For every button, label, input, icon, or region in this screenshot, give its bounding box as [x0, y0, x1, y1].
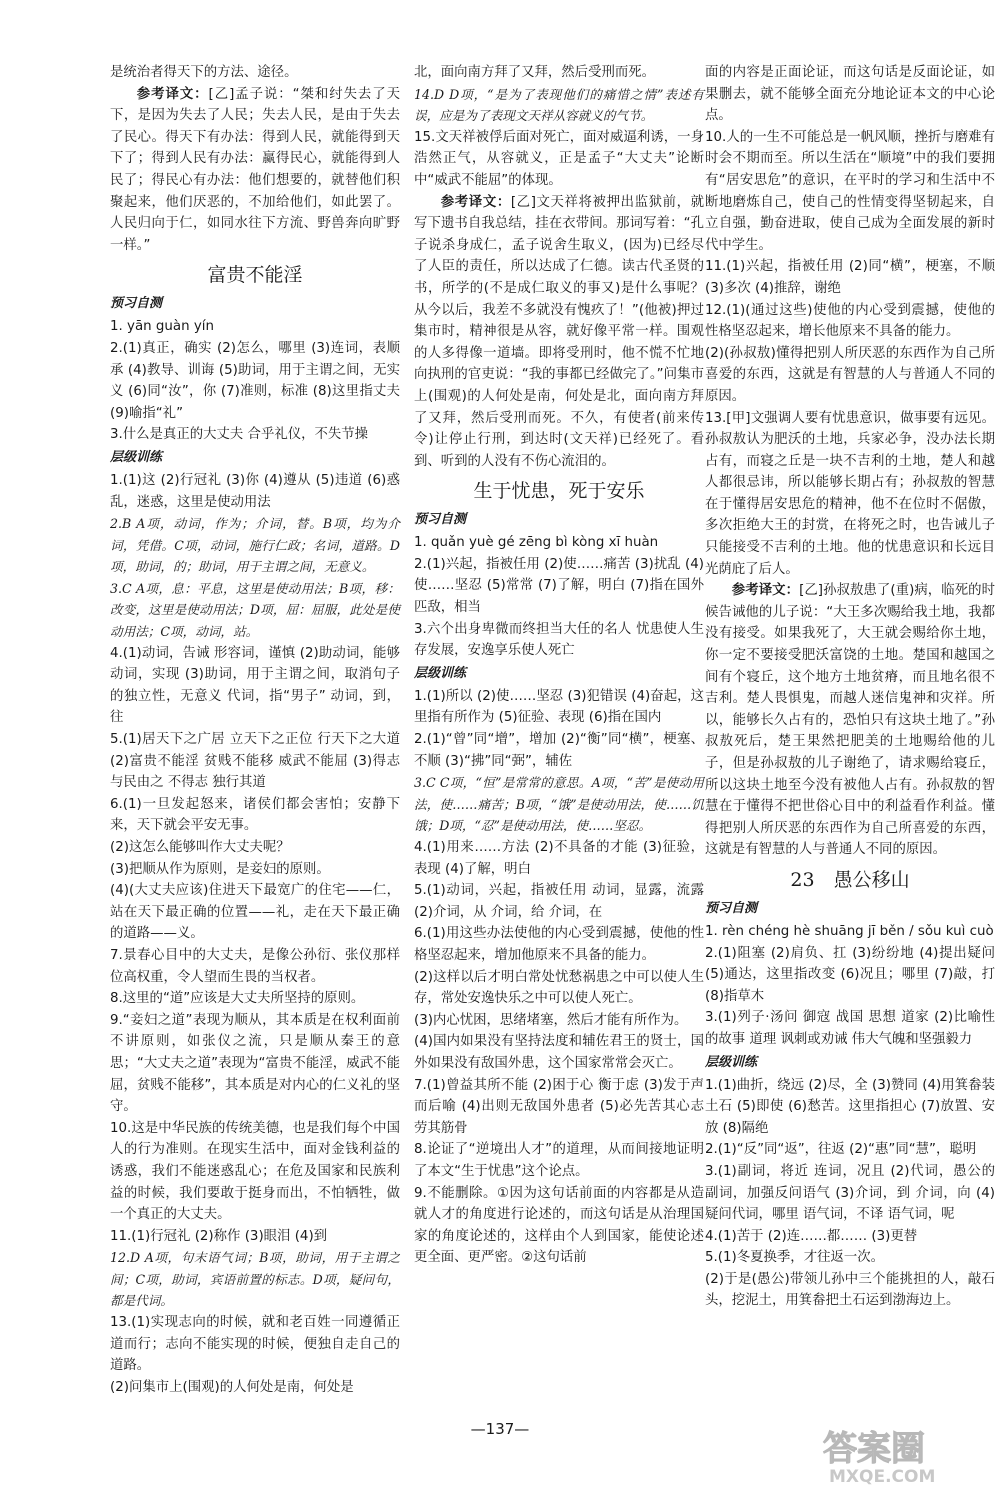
answer-item: 6.(1)一旦发起怒来，诸侯们都会害怕；安静下来，天下就会平安无事。 (2)这怎么能够叫作大丈夫呢？ (3)把顺从作为原则，是妾妇的原则。 (4)(大丈夫应该)住进天下最宽广的住宅——仁，站在天下最正确的位置——礼，走在天下最正确的道路——义。 — [110, 796, 400, 942]
answer-item: 9.不能删除。①因为这句话前面的内容都是从造就人才的角度进行论述的，而这句话是从治理国家的角度论述的，这样由个人到国家，能使论述更全面、更严密。②这句话前 — [414, 1185, 704, 1266]
answer-item: 3.(1)列子·汤问 御寇 战国 思想 道家 (2)比喻性的故事 道理 讽刺或劝诫 伟大气魄和坚强毅力 — [705, 1010, 995, 1047]
reference-translation — [705, 580, 995, 861]
section-title: 富贵不能淫 — [207, 264, 303, 287]
answer-item: 1.(1)这 (2)行冠礼 (3)你 (4)遵从 (5)违道 (6)惑乱，迷惑，这里是使动用法 — [110, 472, 400, 510]
answer-item: 5.(1)动词，兴起，指被任用 动词，显露，流露 (2)介词，从 介词，给 介词，在 — [414, 883, 704, 920]
watermark-main-text: 答案圈 — [823, 1429, 925, 1469]
column-2 — [414, 62, 704, 1269]
watermark-url-text: MXQE.COM — [829, 1467, 936, 1487]
section-title: 23 愚公移山 — [790, 868, 910, 891]
translation-label: 参考译文： — [731, 583, 800, 599]
answer-item: 2.(1)阻塞 (2)肩负、扛 (3)纷纷地 (4)提出疑问 (5)通达，这里指改变 (6)况且；哪里 (7)敲，打 (8)指草木 — [705, 945, 995, 1004]
reference-translation — [110, 84, 400, 257]
answer-item: 10.这是中华民族的传统美德，也是我们每个中国人的行为准则。在现实生活中，面对金钱利益的诱惑，我们不能迷惑乱心；在危及国家和民族利益的时候，我们要敢于挺身而出，不怕牺牲，做一个真正的大丈夫。 — [110, 1120, 400, 1223]
answer-item: 5.(1)冬夏换季，才往返一次。 (2)于是(愚公)带领儿孙中三个能挑担的人，敲石头，挖泥土，用箕畚把土石运到渤海边上。 — [705, 1250, 995, 1309]
page-number: —137— — [470, 1420, 530, 1438]
column-3 — [705, 62, 995, 1312]
subsection-heading: 预习自测 — [414, 512, 467, 528]
section-title: 生于忧患，死于安乐 — [473, 480, 645, 503]
answer-item: 9.“妾妇之道”表现为顺从，其本质是在权利面前不讲原则，如张仪之流，只是顺从秦王的意思；“大丈夫之道”表现为“富贵不能淫，威武不能屈，贫贱不能移”，其本质是对内心的仁义礼的坚守。 — [110, 1012, 400, 1115]
answer-item: 7.景春心目中的大丈夫，是像公孙衍、张仪那样位高权重，令人望而生畏的当权者。 — [110, 947, 400, 985]
answer-item: 3.(1)副词，将近 连词，况且 (2)代词，愚公的 副词，加强反问语气 (3)介词，到 介词，向 (4)疑问代词，哪里 语气词，不译 语气词，呢 — [705, 1163, 995, 1223]
subsection-heading: 层级训练 — [110, 449, 163, 465]
subsection-heading: 预习自测 — [705, 900, 758, 916]
answer-item: 4.(1)用来……方法 (2)不具备的才能 (3)征验，表现 (4)了解，明白 — [414, 840, 704, 877]
answer-item: 4.(1)苦于 (2)连……都…… (3)更替 — [705, 1228, 918, 1244]
watermark-logo — [815, 1420, 995, 1488]
subsection-heading: 预习自测 — [110, 296, 163, 312]
translation-label: 参考译文： — [136, 86, 209, 102]
answer-item: 2.(1)“曾”同“增”，增加 (2)“衡”同“横”，梗塞、不顺 (3)“拂”同“弼”，辅佐 — [414, 732, 704, 769]
answer-item: 8.这里的“道”应该是大丈夫所坚持的原则。 — [110, 991, 365, 1007]
answer-item: 11.(1)兴起，指被任用 (2)同“横”，梗塞，不顺 (3)多次 (4)推辞，谢绝 — [705, 259, 995, 296]
answer-item: 3.六个出身卑微而终担当大任的名人 忧患使人生存发展，安逸享乐使人死亡 — [414, 621, 704, 659]
answer-item: 1. rèn chéng hè shuāng jī běn / sǒu kuì cuò — [705, 923, 994, 939]
answer-item: 2.B A项，动词，作为；介词，替。B项，均为介词，凭借。C项，动词，施行仁政；名词，道路。D项，助词，的；助词，用于主谓之间，无意义。 — [110, 516, 400, 575]
answer-item: 3.什么是真正的大丈夫 合乎礼仪，不失节操 — [110, 427, 369, 443]
answer-item: 是统治者得天下的方法、途径。 — [110, 65, 298, 80]
answer-item: 1.(1)曲折，绕远 (2)尽，全 (3)赞同 (4)用箕畚装土石 (5)即使 (6)愁苦。这里指担心 (7)放置、安放 (8)隔绝 — [705, 1077, 995, 1136]
column-1 — [110, 62, 400, 1398]
answer-item: 3.C C项，“恒”是常常的意思。A项，“苦”是使动用法，使……痛苦；B项，“饿”是使动用法，使……饥饿；D项，“忍”是使动用法，使……坚忍。 — [414, 775, 704, 834]
answer-item: 13.[甲]文强调人要有忧患意识，做事要有远见。孙叔敖认为肥沃的土地，兵家必争，没办法长期占有，而寝之丘是一块不吉利的土地，楚人和越人都很忌讳，所以能够长期占有；孙叔敖的智慧在于懂得居安思危的精神，他不在位时不倨傲，多次拒绝大王的封赏，在将死之时，也告诫儿子只能接受不吉利的土地。他的忧患意识和长远目光荫庇了后人。 — [705, 410, 995, 577]
answer-item: 6.(1)用这些办法使他的内心受到震撼，使他的性格坚忍起来，增加他原来不具备的能力。 (2)这样以后才明白常处忧愁祸患之中可以使人生存，常处安逸快乐之中可以使人死亡。 (3)内心忧困，思绪堵塞，然后才能有所作为。 (4)国内如果没有坚持法度和辅佐君王的贤士，国外如果没有敌国外患，这个国家常常会灭亡。 — [414, 926, 704, 1071]
answer-item: 1.(1)所以 (2)使……坚忍 (3)犯错误 (4)奋起，这里指有所作为 (5)征验、表现 (6)指在国内 — [414, 688, 704, 726]
answer-item: 11.(1)行冠礼 (2)称作 (3)眼泪 (4)到 — [110, 1228, 328, 1244]
answer-item: 7.(1)曾益其所不能 (2)困于心 衡于虑 (3)发于声 而后喻 (4)出则无敌国外患者 (5)必先苦其心志 劳其筋骨 — [414, 1077, 704, 1136]
answer-item: 3.C A项，息：平息，这里是使动用法；B项，移：改变，这里是使动用法；D项，屈：屈服，此处是使动用法；C项，动词，站。 — [110, 580, 400, 640]
answer-item: 2.(1)真正，确实 (2)怎么，哪里 (3)连词，表顺承 (4)教导、训诲 (5)助词，用于主谓之间，无实义 (6)同“汝”，你 (7)准则，标准 (8)这里指丈夫 (9)喻指“礼” — [110, 340, 400, 421]
answer-item: 5.(1)居天下之广居 立天下之正位 行天下之大道 (2)富贵不能淫 贫贱不能移 威武不能屈 (3)得志 与民由之 不得志 独行其道 — [110, 732, 400, 791]
translation-label: 参考译文： — [440, 194, 511, 210]
subsection-heading: 层级训练 — [414, 665, 467, 681]
answer-item: 8.论证了“逆境出人才”的道理，从而间接地证明了本文“生于忧患”这个论点。 — [414, 1142, 704, 1179]
answer-item: 15.文天祥被俘后面对死亡，面对威逼利诱，一身浩然正气，从容就义，正是孟子“大丈夫”论断中“威武不能屈”的体现。 — [414, 129, 704, 188]
reference-translation — [414, 192, 704, 473]
answer-item: 12.D A项，句末语气词；B项，助词，用于主谓之间；C项，助词，宾语前置的标志。D项，疑问句，都是代词。 — [110, 1250, 400, 1309]
answer-item: 2.(1)“反”同“返”，往返 (2)“惠”同“慧”，聪明 — [705, 1142, 977, 1158]
translation-text: [乙]孟子说：“桀和纣失去了天下，是因为失去了人民；失去人民，是由于失去了民心。得天下有办法：得到人民，就能得到天下了；得到人民有办法：赢得民心，就能得到人民了；得民心有办法：他们想要的，就替他们积聚起来，他们厌恶的，不加给他们，如此罢了。人民归向于仁，如同水往下方流、野兽奔向旷野一样。” — [110, 86, 401, 253]
answer-item: 14.D D项，“是为了表现他们的痛惜之情”表述有误，应是为了表现文天祥从容就义的气节。 — [414, 86, 704, 124]
translation-text: [乙]文天祥将被押出监狱前，就写下遗书自我总结，挂在衣带间。那词写着：“孔子说杀身成仁，孟子说舍生取义，(因为)已经尽了人臣的责任，所以达成了仁德。读古代圣贤的书，所学的(不是成仁取义的事又)是什么事呢？从今以后，我差不多就没有愧疚了！”(他被)押过集市时，精神很是从容，就好像平常一样。围观的人多得像一道墙。即将受刑时，他不慌不忙地向执刑的官吏说：“我的事都已经做完了。”问集市上(围观)的人何处是南，何处是北，面向南方拜了又拜，然后受刑而死。不久，有使者(前来传令)让停止行刑，到达时(文天祥)已经死了。看到、听到的人没有不伤心流泪的。 — [414, 194, 705, 469]
answer-item: 10.人的一生不可能总是一帆风顺，挫折与磨难有时会不期而至。所以生活在“顺境”中的我们要拥有“居安思危”的意识，在平时的学习和生活中不断地磨炼自己，使自己的性情变得坚韧起来，自立自强，勤奋进取，使自己成为全面发展的新时代中学生。 — [705, 129, 995, 253]
answer-item: 1. yān guàn yín — [110, 319, 214, 335]
translation-text: [乙]孙叔敖患了(重)病，临死的时候告诫他的儿子说：“大王多次赐给我土地，我都没有接受。如果我死了，大王就会赐给你土地，你一定不要接受肥沃富饶的土地。楚国和越国之间有个寝丘，这个地方土地贫瘠，而且地名很不吉利。楚人畏惧鬼，而越人迷信鬼神和灾祥。所以，能够长久占有的，恐怕只有这块土地了。”孙叔敖死后，楚王果然把肥美的土地赐给他的儿子，但是孙叔敖的儿子谢绝了，请求赐给寝丘，所以这块土地至今没有被他人占有。孙叔敖的智慧在于懂得不把世俗心目中的利益看作利益。懂得把别人所厌恶的东西作为自己所喜爱的东西，这就是有智慧的人与普通人不同的原因。 — [705, 583, 996, 858]
subsection-heading: 层级训练 — [705, 1054, 758, 1070]
answer-item: 13.(1)实现志向的时候，就和老百姓一同遵循正道而行；志向不能实现的时候，便独自走自己的道路。 (2)问集市上(围观)的人何处是南，何处是 — [110, 1315, 400, 1395]
answer-item: 4.(1)动词，告诫 形容词，谨慎 (2)助动词，能够 动词，实现 (3)助词，用于主谓之间，取消句子的独立性，无意义 代词，指“男子” 动词，到，往 — [110, 645, 400, 726]
answer-item: 北，面向南方拜了又拜，然后受刑而死。 — [414, 65, 656, 80]
answer-item: 1. quǎn yuè gé zēng bì kòng xī huàn — [414, 535, 659, 551]
answer-item: 面的内容是正面论证，而这句话是反面论证，如果删去，就不能够全面充分地论证本文的中心论点。 — [705, 65, 995, 124]
answer-item: 2.(1)兴起，指被任用 (2)使……痛苦 (3)扰乱 (4)使……坚忍 (5)常常 (7)了解，明白 (7)指在国外 匹敌，相当 — [414, 556, 704, 616]
answer-item: 12.(1)(通过这些)使他的内心受到震撼，使他的性格坚忍起来，增长他原来不具备的能力。 (2)(孙叔敖)懂得把别人所厌恶的东西作为自己所喜爱的东西，这就是有智慧的人与普通人不同的原因。 — [705, 302, 995, 404]
